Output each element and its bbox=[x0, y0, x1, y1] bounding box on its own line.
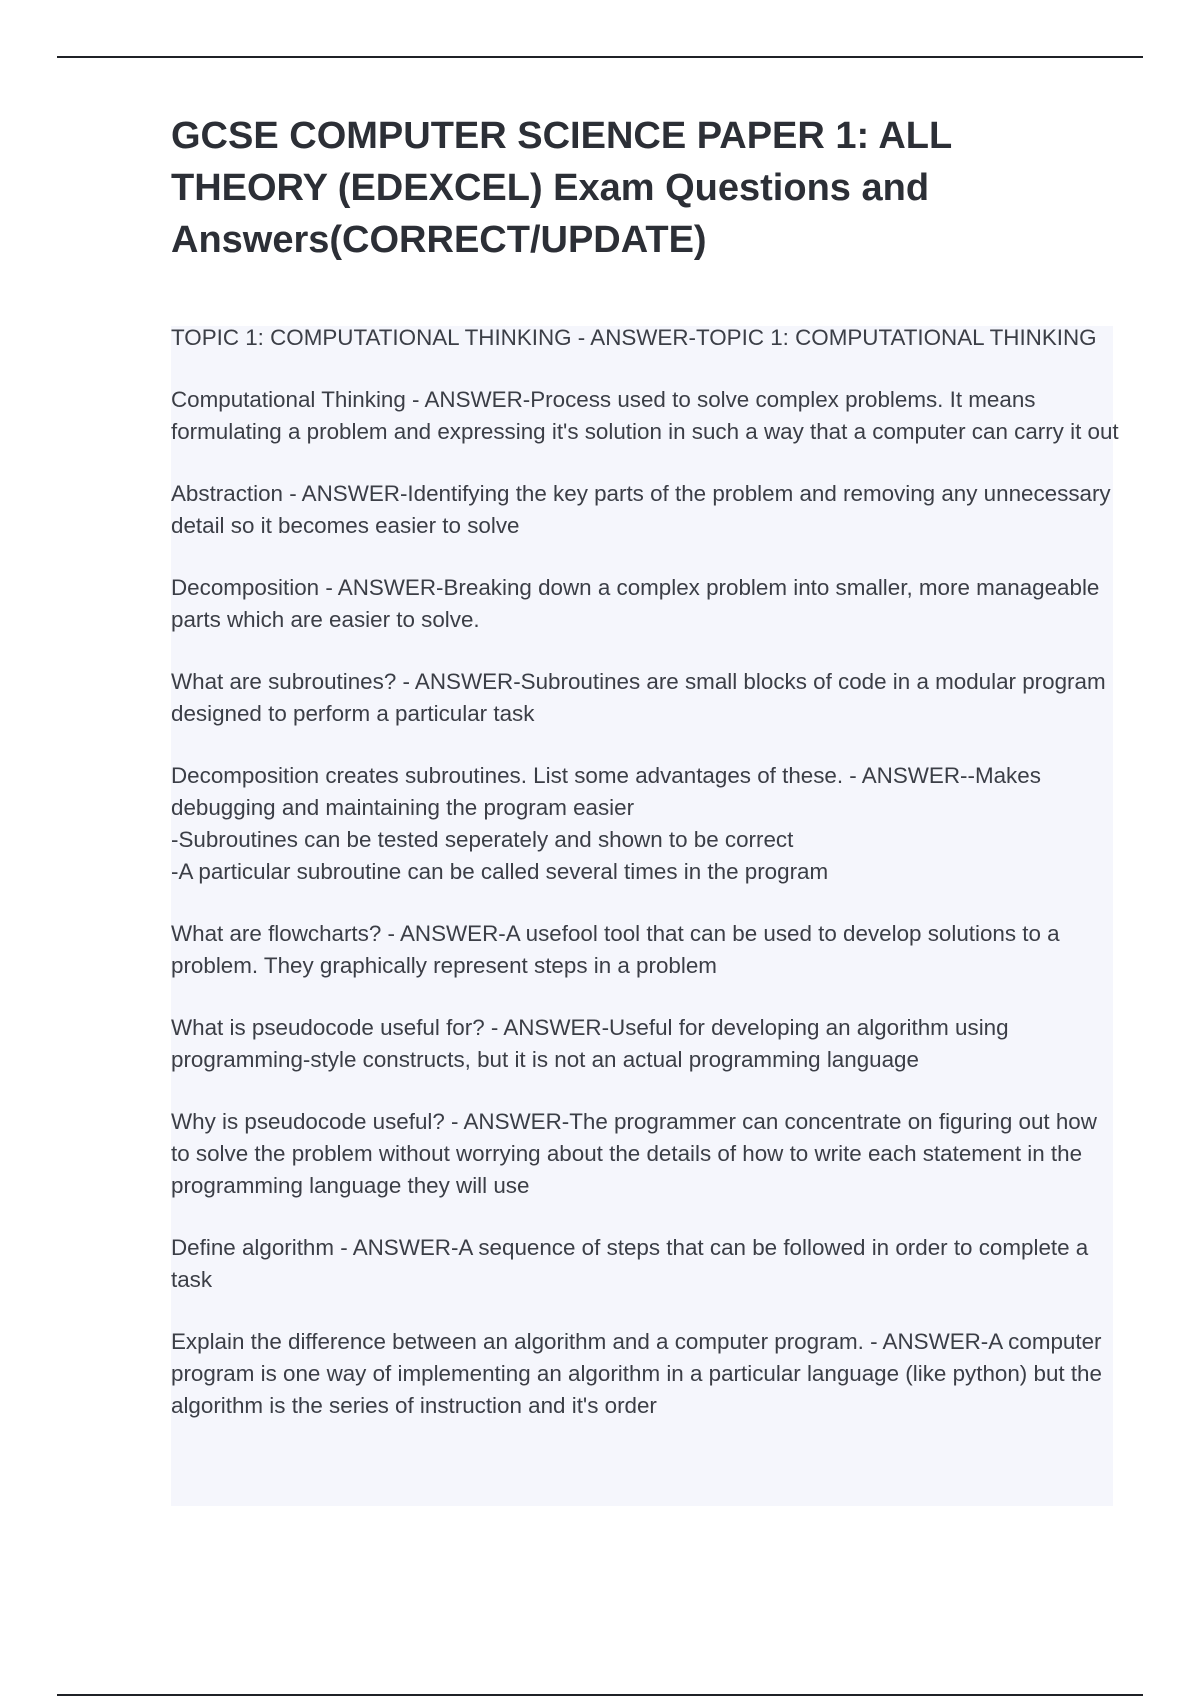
qa-item bbox=[171, 322, 1121, 354]
qa-item-text: Explain the difference between an algorithm and a computer program. - ANSWER-A computer program is one way of implementing an algorithm in a particular language (like python) but the algorithm is the series of instruction and it's order bbox=[171, 1329, 1102, 1418]
footer-rule bbox=[57, 1694, 1143, 1696]
qa-item bbox=[171, 666, 1121, 730]
qa-item-text: Decomposition - ANSWER-Breaking down a complex problem into smaller, more manageable parts which are easier to solve. bbox=[171, 575, 1100, 632]
header-rule bbox=[57, 56, 1143, 58]
qa-item bbox=[171, 1326, 1121, 1422]
qa-item-text: Abstraction - ANSWER-Identifying the key parts of the problem and removing any unnecessary detail so it becomes easier to solve bbox=[171, 481, 1111, 538]
qa-item-text: -Subroutines can be tested seperately and shown to be correct bbox=[171, 827, 794, 852]
qa-item bbox=[171, 1106, 1121, 1202]
qa-item bbox=[171, 760, 1121, 888]
qa-item-text: Decomposition creates subroutines. List some advantages of these. - ANSWER--Makes debugging and maintaining the program easier bbox=[171, 763, 1041, 820]
qa-item-text: -A particular subroutine can be called several times in the program bbox=[171, 859, 829, 884]
qa-item bbox=[171, 1012, 1121, 1076]
qa-item bbox=[171, 572, 1121, 636]
qa-item bbox=[171, 478, 1121, 542]
qa-item-text: What is pseudocode useful for? - ANSWER-Useful for developing an algorithm using programming-style constructs, but it is not an actual programming language bbox=[171, 1015, 1009, 1072]
qa-item-text: Why is pseudocode useful? - ANSWER-The programmer can concentrate on figuring out how to solve the problem without worrying about the details of how to write each statement in the programming language they will use bbox=[171, 1109, 1097, 1198]
qa-item-text: TOPIC 1: COMPUTATIONAL THINKING - ANSWER-TOPIC 1: COMPUTATIONAL THINKING bbox=[171, 325, 1097, 350]
qa-item bbox=[171, 1232, 1121, 1296]
qa-item-text: What are flowcharts? - ANSWER-A usefool tool that can be used to develop solutions to a problem. They graphically represent steps in a problem bbox=[171, 921, 1060, 978]
qa-item bbox=[171, 918, 1121, 982]
qa-item-text: What are subroutines? - ANSWER-Subroutines are small blocks of code in a modular program designed to perform a particular task bbox=[171, 669, 1106, 726]
document-title: GCSE COMPUTER SCIENCE PAPER 1: ALL THEORY (EDEXCEL) Exam Questions and Answers(CORRECT/UPDATE) bbox=[171, 115, 952, 261]
qa-item bbox=[171, 384, 1121, 448]
qa-item-text: Computational Thinking - ANSWER-Process used to solve complex problems. It means formulating a problem and expressing it's solution in such a way that a computer can carry it out bbox=[171, 387, 1119, 444]
qa-item-text: Define algorithm - ANSWER-A sequence of steps that can be followed in order to complete a task bbox=[171, 1235, 1089, 1292]
qa-list bbox=[171, 322, 1121, 1452]
